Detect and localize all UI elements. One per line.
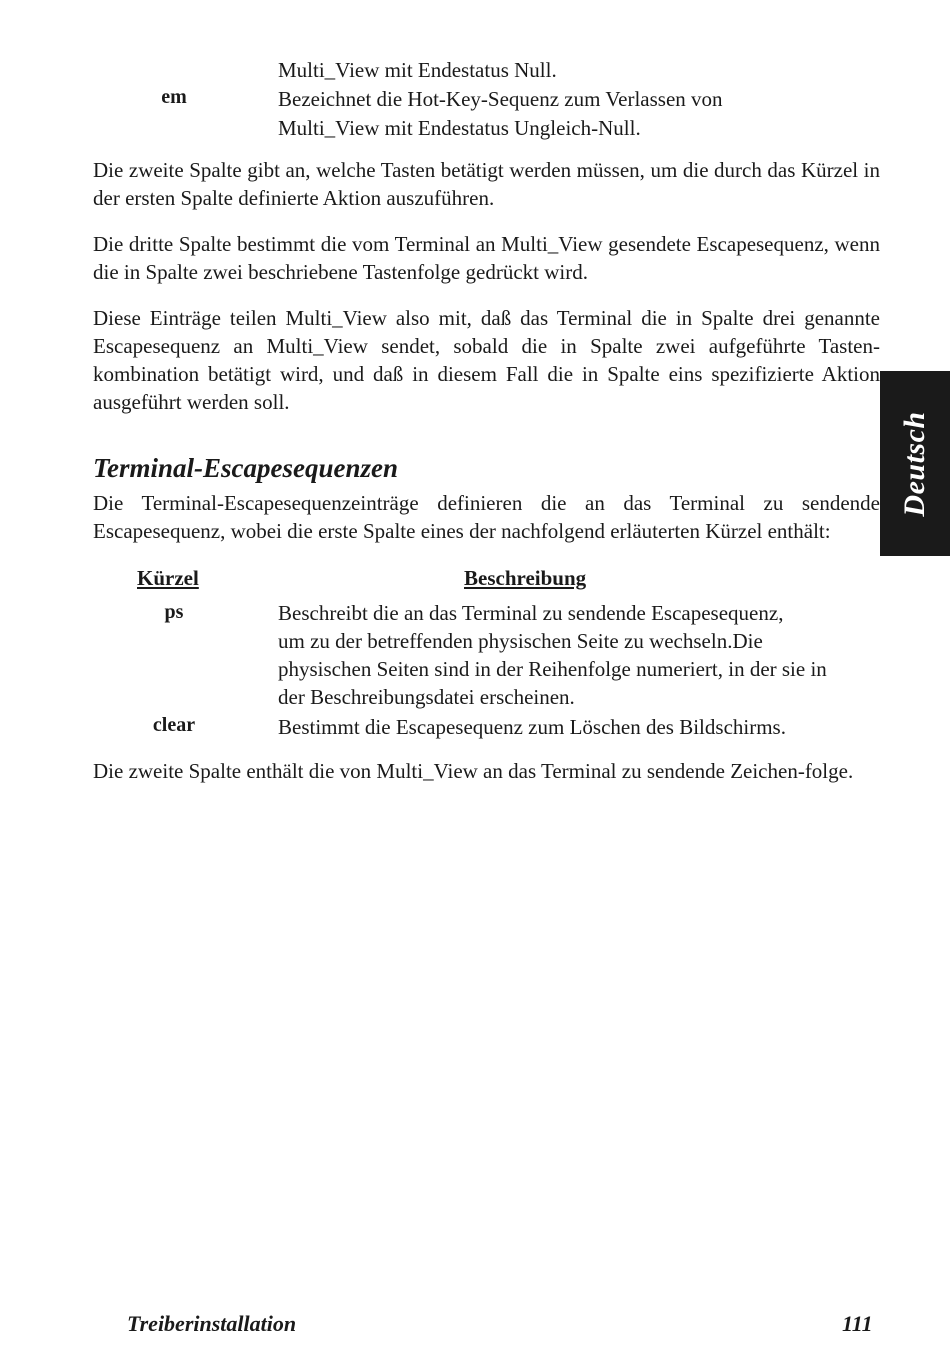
table-key-ps: ps — [164, 601, 184, 623]
section-intro: Die Terminal-Escapesequenzeinträge definieren die an das Terminal zu sendende Escapesequenz, wobei die erste Spalte eines der nachfolgend erläuterten Kürzel enthält: — [93, 491, 880, 543]
table-desc-line: der Beschreibungsdatei erscheinen. — [278, 685, 575, 709]
table-key-em: em — [161, 86, 187, 108]
paragraph-closing: Die zweite Spalte enthält die von Multi_View an das Terminal zu sendende Zeichen-folge. — [93, 759, 854, 783]
section-heading: Terminal-Escapesequenzen — [93, 453, 399, 483]
paragraph-second-column: Die zweite Spalte gibt an, welche Tasten betätigt werden müssen, um die durch das Kürzel in der ersten Spalte definierte Aktion auszuführen. — [93, 158, 880, 210]
table-desc-line: Beschreibt die an das Terminal zu sendende Escapesequenz, — [278, 601, 784, 625]
table-continuation-line: Multi_View mit Endestatus Null. — [278, 58, 557, 82]
paragraph-third-column: Die dritte Spalte bestimmt die vom Terminal an Multi_View gesendete Escapesequenz, wenn die in Spalte zwei beschriebene Tastenfolge gedrückt wird. — [93, 232, 880, 284]
table-header-beschreibung: Beschreibung — [464, 566, 587, 590]
table-desc-line: physischen Seiten sind in der Reihenfolge numeriert, in der sie in — [278, 657, 827, 681]
footer-title: Treiberinstallation — [127, 1311, 297, 1336]
page-number: 111 — [842, 1311, 873, 1336]
table-header-kuerzel: Kürzel — [137, 566, 199, 590]
table-desc-line: Bestimmt die Escapesequenz zum Löschen des Bildschirms. — [278, 715, 786, 739]
paragraph-summary: Diese Einträge teilen Multi_View also mit, daß das Terminal die in Spalte drei genannte Escapesequenz an Multi_View sendet, sobald die in Spalte zwei aufgeführte Tasten-kombination betätigt wird, und daß in diesem Fall die in Spalte eins spezifizierte Aktion ausgeführt werden soll. — [93, 306, 880, 414]
table-desc-line: Multi_View mit Endestatus Ungleich-Null. — [278, 116, 641, 140]
table-desc-line: um zu der betreffenden physischen Seite zu wechseln.Die — [278, 629, 763, 653]
table-key-clear: clear — [152, 714, 196, 736]
language-side-tab — [880, 371, 950, 556]
table-desc-line: Bezeichnet die Hot-Key-Sequenz zum Verlassen von — [278, 87, 723, 111]
language-tab-label: Deutsch — [898, 410, 931, 517]
